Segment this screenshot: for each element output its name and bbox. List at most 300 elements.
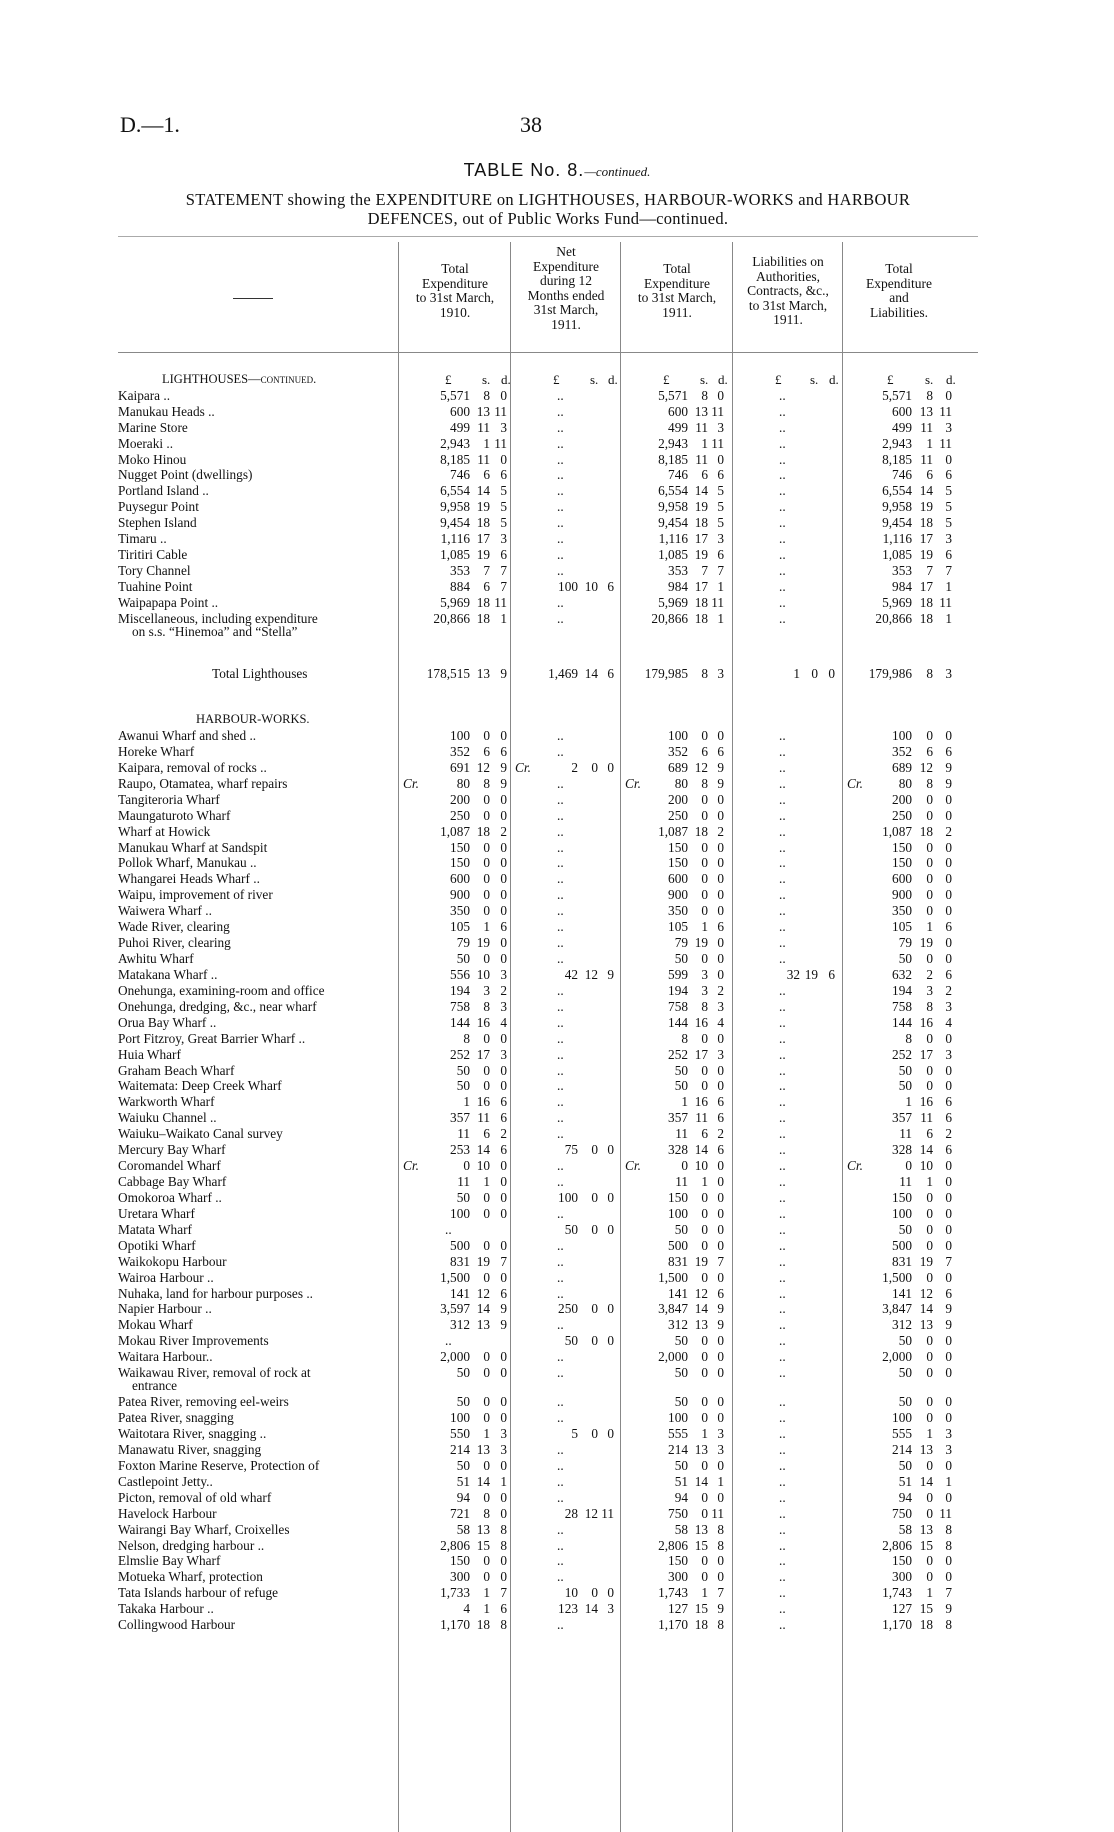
amount-d: 3: [500, 531, 507, 546]
column-header-c4: [734, 255, 842, 328]
amount-d: 0: [945, 1394, 952, 1409]
amount-s: 13: [694, 1442, 708, 1457]
nil-marker: ..: [557, 1110, 564, 1125]
amount-s: 13: [476, 404, 490, 419]
amount-s: 13: [694, 1317, 708, 1332]
nil-marker: ..: [557, 903, 564, 918]
amount-d: 11: [711, 1506, 724, 1521]
amount-s: 14: [476, 1142, 490, 1157]
column-header-line: Total: [663, 261, 691, 276]
nil-marker: ..: [779, 1047, 786, 1062]
amount-d: 0: [945, 388, 952, 403]
amount-c5: [0, 1553, 1114, 1569]
amount-d: 6: [607, 579, 614, 594]
amount-d: 7: [500, 563, 507, 578]
amount-s: 0: [701, 1333, 708, 1348]
amount-d: 3: [945, 1426, 952, 1441]
amount-s: 0: [926, 855, 933, 870]
amount-pound: 179,986: [868, 666, 912, 681]
amount-s: 0: [701, 1031, 708, 1046]
amount-pound: 11: [457, 1174, 470, 1189]
nil-marker: ..: [779, 404, 786, 419]
amount-pound: 79: [456, 935, 470, 950]
amount-c5: [0, 983, 1114, 999]
amount-d: 6: [945, 1110, 952, 1125]
amount-d: 0: [717, 1553, 724, 1568]
credit-marker: Cr.: [403, 776, 419, 791]
nil-marker: ..: [557, 871, 564, 886]
table-row: [0, 483, 1114, 499]
amount-d: 6: [500, 919, 507, 934]
row-label: Graham Beach Wharf: [118, 1063, 235, 1078]
nil-marker: ..: [779, 1365, 786, 1380]
amount-pound: 5,969: [440, 595, 470, 610]
amount-pound: 150: [892, 1553, 912, 1568]
nil-marker: ..: [557, 1474, 564, 1489]
amount-pound: 353: [892, 563, 912, 578]
unit-s-label: s.: [700, 372, 709, 387]
amount-pound: 58: [898, 1522, 912, 1537]
amount-s: 0: [926, 951, 933, 966]
amount-pound: 300: [668, 1569, 688, 1584]
amount-d: 0: [500, 855, 507, 870]
amount-pound: 20,866: [651, 611, 688, 626]
amount-c5: [0, 1601, 1114, 1617]
nil-marker: ..: [557, 563, 564, 578]
amount-pound: 689: [668, 760, 688, 775]
table-row: [0, 1458, 1114, 1474]
amount-s: 11: [920, 452, 933, 467]
amount-d: 4: [717, 1015, 724, 1030]
amount-s: 0: [483, 1553, 490, 1568]
row-label: Puhoi River, clearing: [118, 935, 231, 950]
amount-d: 3: [500, 1047, 507, 1062]
table-row: [0, 1110, 1114, 1126]
amount-pound: 5: [571, 1426, 578, 1441]
row-label: Waitara Harbour..: [118, 1349, 213, 1364]
amount-s: 13: [919, 1442, 933, 1457]
amount-pound: 127: [892, 1601, 912, 1616]
amount-pound: 150: [892, 1190, 912, 1205]
amount-pound: 100: [892, 728, 912, 743]
table-row: [0, 760, 1114, 776]
amount-s: 14: [584, 666, 598, 681]
amount-pound: 1,743: [882, 1585, 912, 1600]
row-label: Tangiteroria Wharf: [118, 792, 220, 807]
amount-d: 0: [945, 1458, 952, 1473]
table-row: [0, 499, 1114, 515]
amount-d: 0: [945, 1031, 952, 1046]
amount-pound: 50: [564, 1222, 578, 1237]
amount-s: 11: [695, 420, 708, 435]
amount-pound: 689: [892, 760, 912, 775]
nil-marker: ..: [557, 935, 564, 950]
amount-s: 18: [694, 611, 708, 626]
amount-pound: 5,969: [882, 595, 912, 610]
amount-d: 0: [717, 1394, 724, 1409]
nil-marker: ..: [557, 1458, 564, 1473]
amount-s: 0: [701, 1506, 708, 1521]
amount-c5: [0, 436, 1114, 452]
nil-marker: ..: [445, 1333, 452, 1348]
nil-marker: ..: [779, 919, 786, 934]
nil-marker: ..: [557, 1394, 564, 1409]
amount-pound: 250: [892, 808, 912, 823]
table-row: [0, 595, 1114, 611]
amount-pound: 746: [450, 467, 470, 482]
nil-marker: ..: [557, 855, 564, 870]
amount-d: 3: [945, 420, 952, 435]
amount-d: 0: [717, 1158, 724, 1173]
amount-pound: 100: [892, 1410, 912, 1425]
table-row: [0, 1015, 1114, 1031]
amount-s: 8: [701, 666, 708, 681]
amount-d: 0: [500, 1394, 507, 1409]
nil-marker: ..: [779, 1474, 786, 1489]
nil-marker: ..: [779, 792, 786, 807]
amount-s: 14: [919, 1142, 933, 1157]
nil-marker: ..: [779, 1601, 786, 1616]
amount-pound: 200: [450, 792, 470, 807]
amount-pound: 831: [892, 1254, 912, 1269]
row-label: Tory Channel: [118, 563, 191, 578]
amount-pound: 150: [668, 1553, 688, 1568]
amount-s: 0: [483, 792, 490, 807]
nil-marker: ..: [779, 1078, 786, 1093]
amount-s: 19: [476, 935, 490, 950]
amount-s: 18: [476, 611, 490, 626]
row-label: Waipapapa Point ..: [118, 595, 219, 610]
amount-d: 8: [500, 1522, 507, 1537]
amount-pound: 100: [450, 1206, 470, 1221]
credit-marker: Cr.: [625, 1158, 641, 1173]
amount-d: 0: [717, 792, 724, 807]
amount-c5: [0, 595, 1114, 611]
amount-c5: [0, 467, 1114, 483]
amount-s: 6: [483, 579, 490, 594]
amount-pound: 984: [892, 579, 912, 594]
amount-s: 1: [483, 1601, 490, 1616]
amount-c5: [0, 1238, 1114, 1254]
amount-d: 0: [945, 452, 952, 467]
amount-pound: 6,554: [440, 483, 470, 498]
amount-d: 2: [500, 1126, 507, 1141]
column-header-line: to 31st March,: [415, 290, 495, 305]
nil-marker: ..: [779, 1126, 786, 1141]
amount-d: 0: [945, 1190, 952, 1205]
amount-s: 1: [926, 1585, 933, 1600]
amount-d: 9: [500, 1301, 507, 1316]
amount-c5: [0, 728, 1114, 744]
amount-s: 6: [701, 1126, 708, 1141]
nil-marker: ..: [779, 728, 786, 743]
amount-d: 0: [945, 1490, 952, 1505]
amount-pound: 200: [668, 792, 688, 807]
amount-s: 12: [584, 967, 598, 982]
amount-c5: [0, 1126, 1114, 1142]
amount-s: 0: [701, 1206, 708, 1221]
amount-d: 7: [945, 1585, 952, 1600]
amount-pound: 58: [456, 1522, 470, 1537]
amount-s: 7: [926, 563, 933, 578]
table-row: [0, 1538, 1114, 1554]
amount-c5: [0, 1585, 1114, 1601]
amount-d: 2: [945, 824, 952, 839]
amount-pound: 50: [898, 951, 912, 966]
amount-d: 6: [717, 1110, 724, 1125]
amount-s: 0: [701, 1222, 708, 1237]
amount-pound: 831: [450, 1254, 470, 1269]
nil-marker: ..: [779, 1442, 786, 1457]
amount-pound: 2: [571, 760, 578, 775]
amount-pound: 50: [674, 1394, 688, 1409]
row-label: Nugget Point (dwellings): [118, 467, 253, 482]
amount-d: 0: [717, 1206, 724, 1221]
row-label: Moko Hinou: [118, 452, 187, 467]
amount-pound: 123: [558, 1601, 578, 1616]
amount-d: 11: [939, 1506, 952, 1521]
amount-d: 0: [607, 1142, 614, 1157]
nil-marker: ..: [557, 983, 564, 998]
amount-d: 0: [500, 935, 507, 950]
amount-d: 5: [717, 483, 724, 498]
amount-d: 0: [945, 1333, 952, 1348]
amount-c5: [0, 951, 1114, 967]
table-row: [0, 1474, 1114, 1490]
amount-c5: [0, 452, 1114, 468]
amount-s: 10: [584, 579, 598, 594]
amount-s: 0: [701, 1569, 708, 1584]
column-header-line: Total: [885, 261, 913, 276]
table-row: [0, 1442, 1114, 1458]
amount-pound: 50: [456, 1078, 470, 1093]
amount-pound: 50: [674, 1222, 688, 1237]
row-label: Mokau Wharf: [118, 1317, 193, 1332]
table-row: [0, 1286, 1114, 1302]
amount-pound: 50: [674, 1078, 688, 1093]
amount-d: 6: [945, 919, 952, 934]
row-label: Horeke Wharf: [118, 744, 195, 759]
amount-s: 0: [926, 1553, 933, 1568]
nil-marker: ..: [779, 563, 786, 578]
amount-pound: 721: [450, 1506, 470, 1521]
nil-marker: ..: [779, 1094, 786, 1109]
amount-pound: 150: [668, 1190, 688, 1205]
table-row: [0, 808, 1114, 824]
amount-pound: 32: [786, 967, 800, 982]
unit-d-label: d.: [608, 372, 618, 387]
amount-s: 19: [804, 967, 818, 982]
amount-c5: [0, 808, 1114, 824]
amount-pound: 328: [668, 1142, 688, 1157]
amount-s: 0: [701, 1190, 708, 1205]
table-row: [0, 983, 1114, 999]
amount-pound: 1,116: [658, 531, 688, 546]
amount-s: 1: [483, 919, 490, 934]
amount-pound: 51: [674, 1474, 688, 1489]
amount-pound: 11: [899, 1126, 912, 1141]
nil-marker: ..: [779, 611, 786, 626]
amount-pound: 600: [668, 404, 688, 419]
amount-pound: 100: [668, 728, 688, 743]
amount-pound: 51: [898, 1474, 912, 1489]
nil-marker: ..: [557, 1365, 564, 1380]
amount-d: 11: [494, 595, 507, 610]
amount-s: 0: [483, 951, 490, 966]
amount-d: 2: [717, 983, 724, 998]
nil-marker: ..: [779, 531, 786, 546]
amount-d: 0: [500, 792, 507, 807]
table-row: [0, 840, 1114, 856]
amount-pound: 1,743: [658, 1585, 688, 1600]
table-row: [0, 1222, 1114, 1238]
row-label: Tata Islands harbour of refuge: [118, 1585, 279, 1600]
amount-c5: [0, 776, 1114, 792]
amount-s: 1: [701, 1174, 708, 1189]
amount-s: 8: [701, 776, 708, 791]
amount-d: 3: [717, 1047, 724, 1062]
amount-d: 0: [717, 855, 724, 870]
nil-marker: ..: [779, 1522, 786, 1537]
amount-s: 14: [694, 1301, 708, 1316]
amount-s: 0: [483, 1206, 490, 1221]
amount-pound: 1,469: [548, 666, 578, 681]
amount-s: 1: [483, 1585, 490, 1600]
nil-marker: ..: [557, 1238, 564, 1253]
amount-d: 5: [945, 499, 952, 514]
nil-marker: ..: [779, 1190, 786, 1205]
amount-s: 6: [483, 1126, 490, 1141]
amount-d: 3: [500, 1426, 507, 1441]
amount-pound: 79: [674, 935, 688, 950]
amount-s: 13: [476, 1317, 490, 1332]
amount-s: 8: [926, 388, 933, 403]
amount-s: 17: [919, 531, 933, 546]
row-label: Stephen Island: [118, 515, 197, 530]
amount-c5: [0, 1254, 1114, 1270]
amount-d: 1: [500, 1474, 507, 1489]
amount-pound: 1,087: [882, 824, 912, 839]
amount-s: 19: [694, 547, 708, 562]
amount-pound: 200: [892, 792, 912, 807]
amount-c5: [0, 1442, 1114, 1458]
amount-d: 0: [717, 1569, 724, 1584]
statement-line-2: DEFENCES, out of Public Works Fund—continued.: [367, 209, 729, 228]
nil-marker: ..: [557, 824, 564, 839]
amount-s: 18: [476, 595, 490, 610]
unit-s-label: s.: [925, 372, 934, 387]
nil-marker: ..: [779, 1410, 786, 1425]
amount-s: 15: [694, 1538, 708, 1553]
amount-d: 6: [500, 1601, 507, 1616]
amount-d: 0: [945, 1349, 952, 1364]
amount-c5: [0, 855, 1114, 871]
amount-s: 14: [476, 483, 490, 498]
amount-pound: 50: [564, 1333, 578, 1348]
amount-pound: 150: [892, 855, 912, 870]
amount-pound: 5,969: [658, 595, 688, 610]
amount-d: 0: [945, 871, 952, 886]
row-label: Whangarei Heads Wharf ..: [118, 871, 260, 886]
amount-s: 0: [926, 792, 933, 807]
table-row: [0, 1317, 1114, 1333]
nil-marker: ..: [557, 744, 564, 759]
amount-s: 0: [701, 903, 708, 918]
column-header-line: Expenditure: [422, 275, 488, 291]
amount-d: 0: [500, 1458, 507, 1473]
table-row: [0, 1126, 1114, 1142]
amount-s: 19: [694, 1254, 708, 1269]
amount-pound: 50: [674, 1063, 688, 1078]
nil-marker: ..: [557, 452, 564, 467]
amount-d: 0: [945, 1553, 952, 1568]
amount-pound: 127: [668, 1601, 688, 1616]
row-label: Portland Island ..: [118, 483, 209, 498]
amount-d: 0: [717, 1365, 724, 1380]
amount-s: 0: [483, 1078, 490, 1093]
unit-pound-label: £: [663, 372, 670, 387]
amount-pound: 178,515: [426, 666, 470, 681]
amount-s: 0: [483, 1410, 490, 1425]
nil-marker: ..: [557, 531, 564, 546]
amount-s: 17: [694, 531, 708, 546]
amount-d: 6: [717, 1286, 724, 1301]
nil-marker: ..: [779, 760, 786, 775]
amount-pound: 8,185: [440, 452, 470, 467]
amount-d: 3: [717, 1426, 724, 1441]
amount-d: 11: [494, 436, 507, 451]
amount-d: 0: [607, 1222, 614, 1237]
amount-pound: 0: [905, 1158, 912, 1173]
amount-s: 19: [694, 499, 708, 514]
amount-d: 8: [945, 1538, 952, 1553]
amount-d: 6: [717, 744, 724, 759]
amount-s: 0: [701, 792, 708, 807]
amount-d: 0: [717, 1063, 724, 1078]
amount-c5: [0, 1410, 1114, 1426]
amount-s: 11: [477, 452, 490, 467]
amount-pound: 900: [450, 887, 470, 902]
nil-marker: ..: [779, 1015, 786, 1030]
amount-s: 0: [701, 1078, 708, 1093]
amount-d: 6: [717, 467, 724, 482]
column-header-line: Net: [556, 244, 576, 259]
table-row: [0, 1585, 1114, 1601]
column-header-c3: [622, 262, 732, 320]
amount-c5: [0, 1317, 1114, 1333]
header-rule: [118, 352, 978, 353]
amount-pound: 150: [892, 840, 912, 855]
amount-s: 0: [701, 1553, 708, 1568]
amount-s: 0: [701, 871, 708, 886]
table-row: [0, 1394, 1114, 1410]
amount-pound: 1,087: [658, 824, 688, 839]
amount-d: 0: [500, 1410, 507, 1425]
amount-s: 0: [926, 1349, 933, 1364]
table-row: [0, 563, 1114, 579]
row-label: Foxton Marine Reserve, Protection of: [118, 1458, 320, 1473]
amount-pound: 141: [668, 1286, 688, 1301]
row-label: Nuhaka, land for harbour purposes ..: [118, 1286, 313, 1301]
amount-s: 13: [919, 404, 933, 419]
row-label: Waitotara River, snagging ..: [118, 1426, 267, 1441]
amount-d: 8: [717, 1538, 724, 1553]
credit-marker: Cr.: [847, 776, 863, 791]
amount-d: 6: [500, 744, 507, 759]
nil-marker: ..: [557, 1286, 564, 1301]
amount-d: 0: [500, 1365, 507, 1380]
amount-pound: 328: [892, 1142, 912, 1157]
